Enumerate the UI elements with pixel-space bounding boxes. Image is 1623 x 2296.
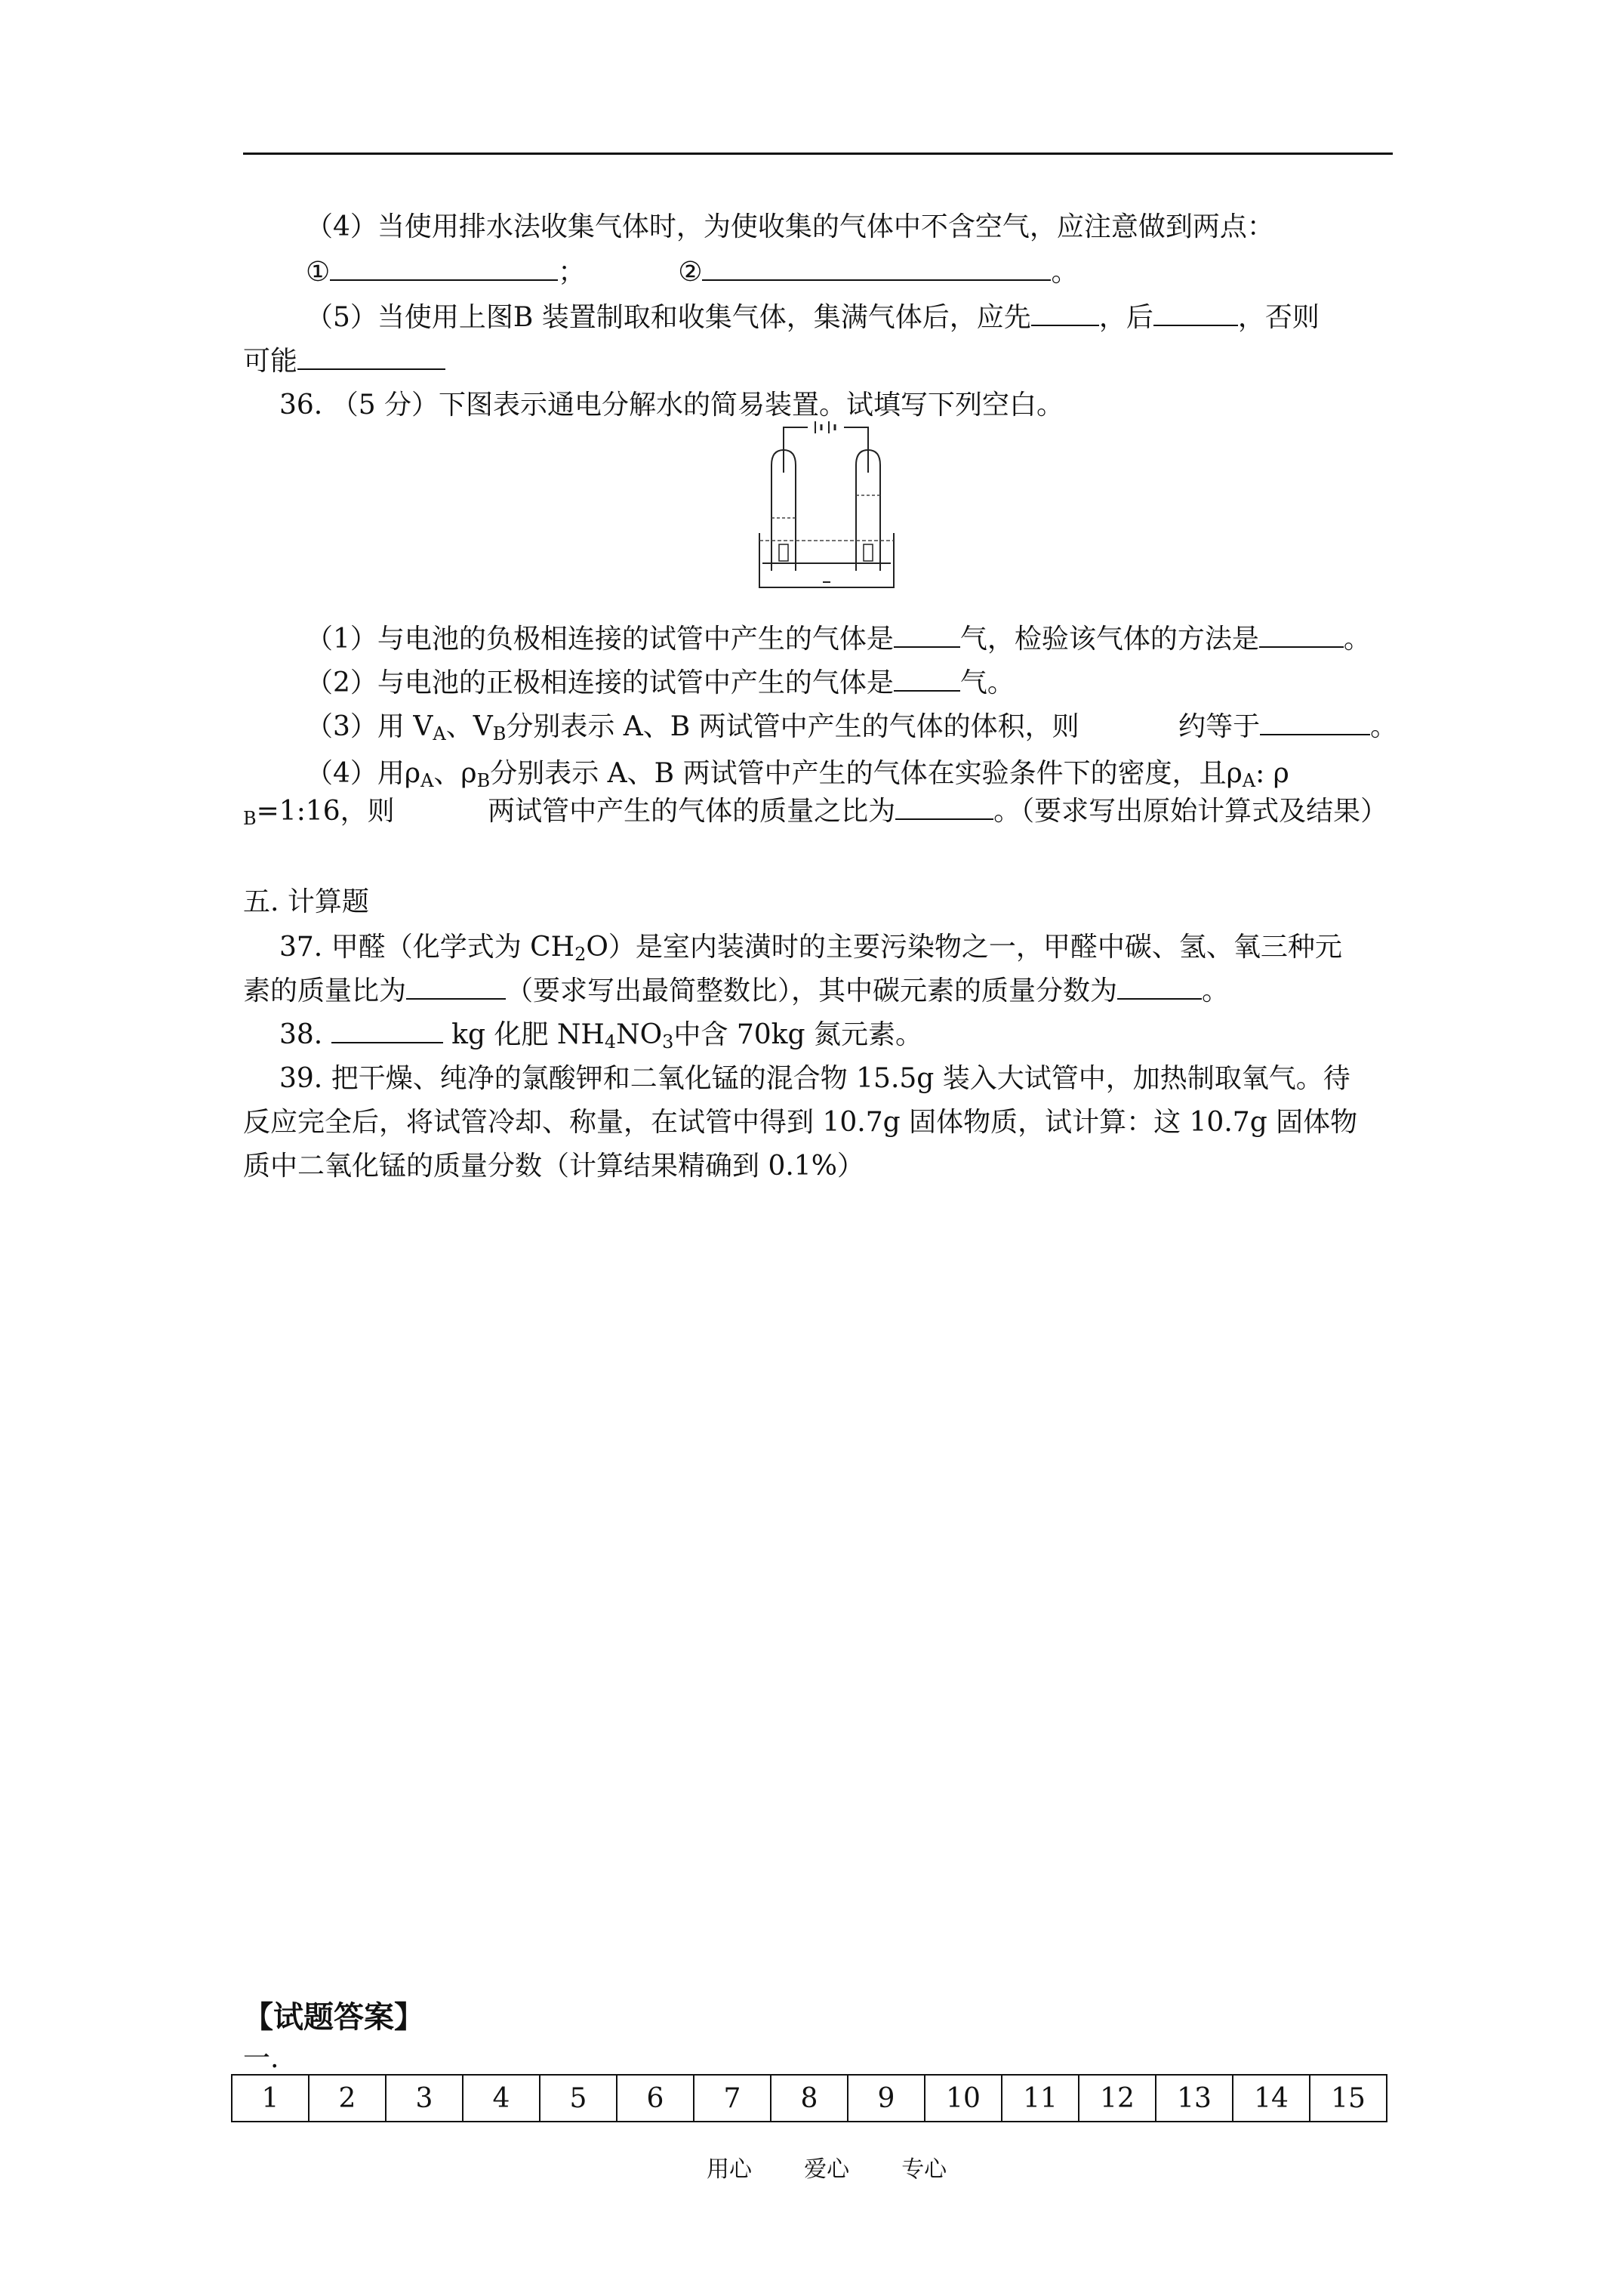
- q39-text-line3: 质中二氧化锰的质量分数（计算结果精确到 0.1%）: [243, 1151, 864, 1182]
- q36-title-text: 36. （5 分）下图表示通电分解水的简易装置。试填写下列空白。: [279, 390, 1064, 421]
- q37-line2-text-a: 素的质量比为: [243, 975, 407, 1006]
- answers-section-one: [243, 2037, 279, 2076]
- q37-text-a: 37. 甲醛（化学式为 CH: [279, 932, 575, 963]
- q36-title: [279, 384, 1064, 422]
- q38-line: [279, 1013, 922, 1052]
- q36-part4-text-a: （4）用ρ: [306, 758, 421, 789]
- q36-part4-text-d: : ρ: [1255, 758, 1289, 789]
- table-cell: 8: [771, 2075, 848, 2122]
- q36-part3: [306, 705, 1397, 744]
- electrode-a: [779, 544, 788, 561]
- q37-line2: [243, 969, 1229, 1008]
- q35-part5-text-c: ，否则: [1237, 302, 1320, 333]
- q35-part5-line2: [243, 340, 445, 378]
- table-cell: 6: [617, 2075, 694, 2122]
- table-cell: 14: [1233, 2075, 1310, 2122]
- q38-text-b: kg 化肥 NH: [451, 1019, 605, 1050]
- table-cell: 1: [232, 2075, 309, 2122]
- q35-part5-text-a: （5）当使用上图B 装置制取和收集气体，集满气体后，应先: [306, 302, 1031, 333]
- answer-blank[interactable]: [894, 664, 960, 692]
- q39-text-line1: 39. 把干燥、纯净的氯酸钾和二氧化锰的混合物 15.5g 装入大试管中，加热制取氧气。待: [279, 1063, 1350, 1094]
- table-cell: 13: [1156, 2075, 1233, 2122]
- footer-word-2: 爱心: [804, 2156, 850, 2183]
- q39-line1: [279, 1057, 1350, 1096]
- q35-part5-text-d: 可能: [243, 346, 298, 377]
- table-cell: 11: [1002, 2075, 1079, 2122]
- table-cell: 7: [694, 2075, 771, 2122]
- answer-blank[interactable]: [702, 254, 1051, 281]
- answers-title-text: 【试题答案】: [243, 2000, 424, 2035]
- q36-part2-text-a: （2）与电池的正极相连接的试管中产生的气体是: [306, 667, 894, 698]
- table-cell: 12: [1079, 2075, 1156, 2122]
- answer-blank[interactable]: [297, 343, 445, 370]
- answers-title: [243, 1993, 424, 2036]
- q37-line2-text-c: 。: [1202, 975, 1230, 1006]
- q36-part1-text-c: 。: [1343, 624, 1371, 655]
- subscript-b: B: [243, 808, 257, 829]
- answer-blank[interactable]: [895, 793, 993, 820]
- table-cell: 4: [463, 2075, 540, 2122]
- subscript-a: A: [1242, 770, 1256, 791]
- separator: ；: [558, 257, 586, 288]
- q38-text-c: NO: [616, 1019, 663, 1050]
- circled-one: ①: [306, 257, 331, 288]
- electrode-b: [864, 544, 873, 561]
- q36-part1-text-b: 气，检验该气体的方法是: [959, 624, 1259, 655]
- answer-blank[interactable]: [406, 972, 506, 1000]
- section-five-title: [243, 880, 369, 919]
- q38-text-d: 中含 70kg 氮元素。: [673, 1019, 922, 1050]
- q35-part5-text-b: ，后: [1098, 302, 1153, 333]
- q36-part2-text-b: 气。: [959, 667, 1015, 698]
- electrolysis-apparatus-diagram: [755, 420, 898, 593]
- q36-part3-text-a: （3）用 V: [306, 711, 433, 742]
- table-row: [232, 2075, 1387, 2122]
- page-footer: [707, 2150, 947, 2184]
- subscript-a: A: [420, 770, 434, 791]
- q36-part4-line1: [306, 752, 1289, 791]
- table-cell: 10: [925, 2075, 1002, 2122]
- q36-part4-line2-text-c: 。（要求写出原始计算式及结果）: [993, 796, 1388, 827]
- q39-line2: [243, 1101, 1357, 1139]
- q36-part4-line2-text-b: 两试管中产生的气体的质量之比为: [488, 796, 896, 827]
- subscript-3: 3: [662, 1031, 674, 1052]
- q36-part1-text-a: （1）与电池的负极相连接的试管中产生的气体是: [306, 624, 894, 655]
- answer-blank[interactable]: [894, 621, 960, 648]
- subscript-4: 4: [604, 1031, 617, 1052]
- q35-part4-prompt: （4）当使用排水法收集气体时，为使收集的气体中不含空气，应注意做到两点：: [306, 211, 1274, 242]
- answer-blank[interactable]: [331, 1016, 443, 1043]
- footer-word-3: 专心: [901, 2156, 947, 2183]
- q38-number: 38.: [279, 1019, 323, 1050]
- table-cell: 3: [386, 2075, 463, 2122]
- answers-section-one-text: 一.: [243, 2043, 279, 2074]
- q37-line2-text-b: （要求写出最简整数比），其中碳元素的质量分数为: [506, 975, 1118, 1006]
- footer-word-1: 用心: [707, 2156, 752, 2183]
- answer-blank[interactable]: [1031, 299, 1099, 326]
- q36-part3-text-c: 分别表示 A、B 两试管中产生的气体的体积，则: [506, 711, 1079, 742]
- header-rule: [243, 153, 1393, 155]
- q36-part3-text-d: 约等于: [1178, 711, 1261, 742]
- subscript-a: A: [433, 723, 446, 744]
- q35-part4-text: [306, 205, 1274, 244]
- q37-line1: [279, 926, 1342, 964]
- q35-part4-blanks: [306, 251, 1079, 289]
- circled-two: ②: [678, 257, 703, 288]
- subscript-2: 2: [574, 944, 587, 965]
- table-cell: 2: [309, 2075, 386, 2122]
- answer-blank[interactable]: [1153, 299, 1238, 326]
- table-cell: 5: [540, 2075, 617, 2122]
- subscript-b: B: [476, 770, 491, 791]
- q35-part5-line1: [306, 296, 1320, 334]
- answer-blank[interactable]: [1117, 972, 1202, 1000]
- period: 。: [1051, 257, 1079, 288]
- subscript-b: B: [492, 723, 507, 744]
- table-cell: 15: [1310, 2075, 1387, 2122]
- table-cell: 9: [848, 2075, 925, 2122]
- q36-part4-text-b: 、ρ: [433, 758, 477, 789]
- q36-part3-text-e: 。: [1370, 711, 1398, 742]
- answer-blank[interactable]: [330, 254, 558, 281]
- battery-icon: [815, 421, 835, 433]
- answer-number-table: [231, 2074, 1387, 2122]
- q37-text-b: O）是室内装潢时的主要污染物之一，甲醛中碳、氢、氧三种元: [586, 932, 1342, 963]
- q36-part3-text-b: 、V: [445, 711, 493, 742]
- q39-line3: [243, 1145, 864, 1183]
- q36-part1: [306, 618, 1371, 656]
- section-five-title-text: 五. 计算题: [243, 886, 369, 917]
- answer-blank[interactable]: [1260, 708, 1370, 735]
- q36-part4-text-c: 分别表示 A、B 两试管中产生的气体在实验条件下的密度，且ρ: [490, 758, 1243, 789]
- answer-blank[interactable]: [1259, 621, 1344, 648]
- q39-text-line2: 反应完全后，将试管冷却、称量，在试管中得到 10.7g 固体物质，试计算：这 10.7g 固体物: [243, 1107, 1358, 1138]
- q36-part4-line2-text-a: =1:16，则: [256, 796, 395, 827]
- q36-part2: [306, 661, 1015, 700]
- q36-part4-line2: [243, 790, 1387, 828]
